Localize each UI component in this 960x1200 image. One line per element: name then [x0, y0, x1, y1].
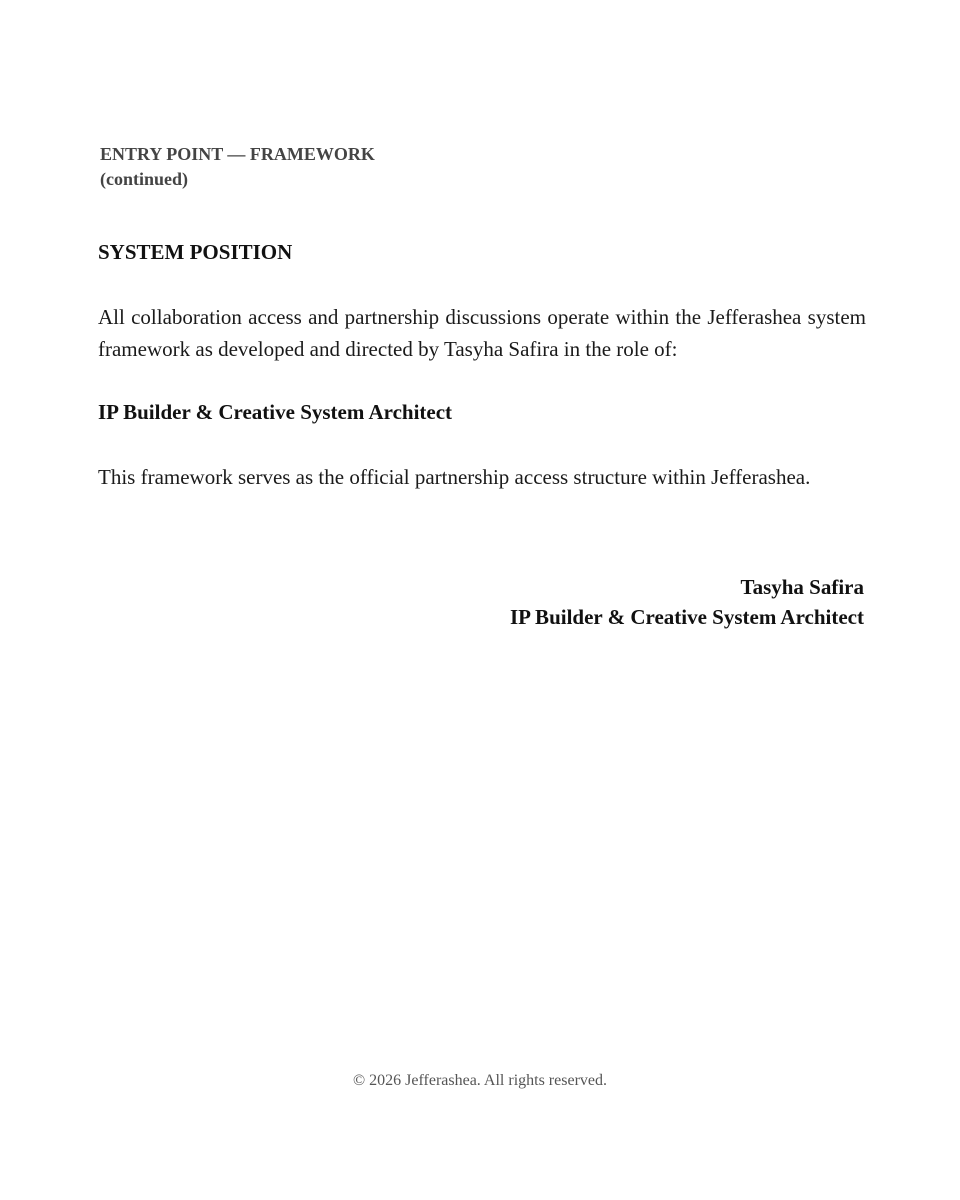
- signature-name: Tasyha Safira: [740, 575, 864, 599]
- document-header: ENTRY POINT — FRAMEWORK: [100, 144, 375, 164]
- document-header-continued: (continued): [100, 169, 189, 189]
- signature-block: [510, 572, 864, 632]
- body-paragraph-framework: This framework serves as the official partnership access structure within Jefferashea.: [98, 465, 811, 489]
- role-title: IP Builder & Creative System Architect: [98, 400, 453, 424]
- copyright-footer: © 2026 Jefferashea. All rights reserved.: [352, 1072, 607, 1089]
- signature-title: IP Builder & Creative System Architect: [509, 605, 864, 629]
- section-title: SYSTEM POSITION: [98, 240, 293, 264]
- body-paragraph-intro: All collaboration access and partnership discussions operate within the Jefferashea system framework as developed and directed by Tasyha Safira in the role of:: [98, 305, 866, 361]
